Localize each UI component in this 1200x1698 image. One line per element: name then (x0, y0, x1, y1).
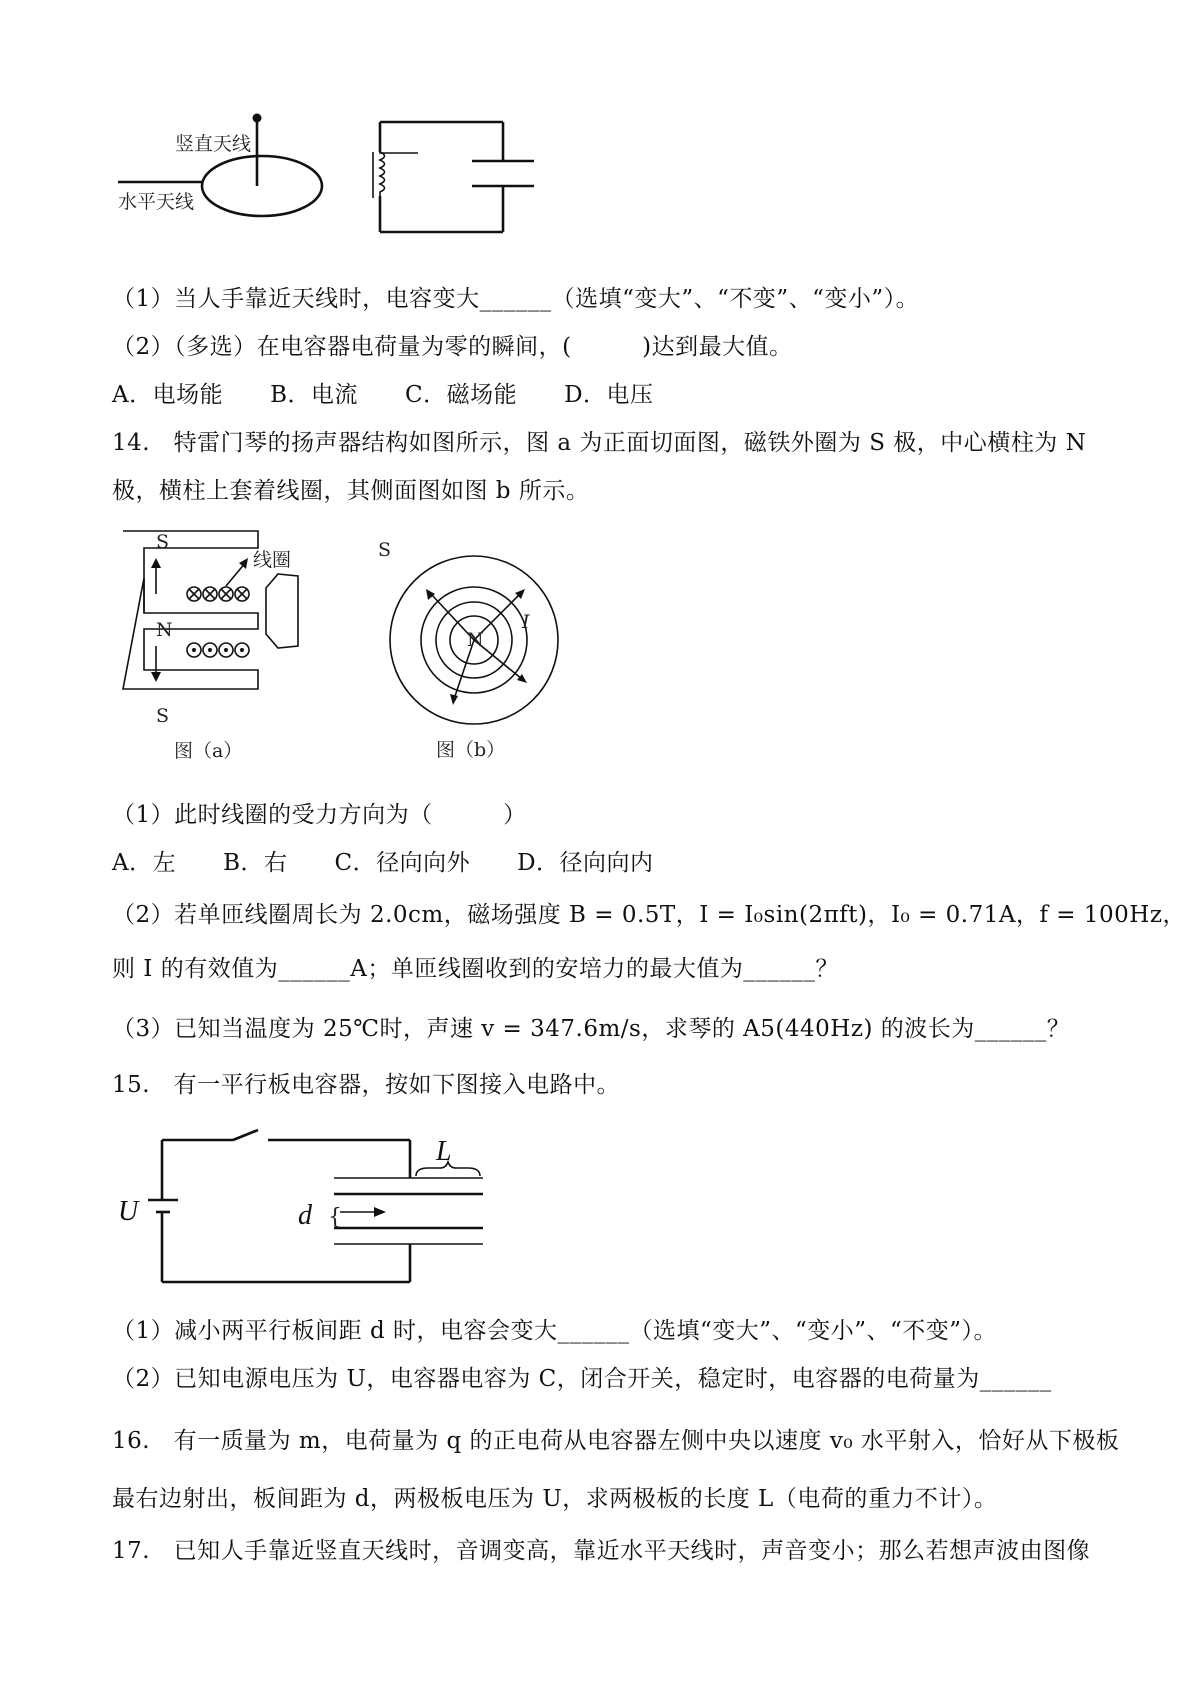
q14-part3: （3）已知当温度为 25℃时，声速 v = 347.6m/s，求琴的 A5(440Hz) 的波长为______？ (112, 1016, 1071, 1042)
q15-part1: （1）减小两平行板间距 d 时，电容会变大______（选填“变大”、“变小”、“不变”）。 (112, 1318, 998, 1344)
speaker-section-diagram (118, 526, 318, 776)
coil-cross-dot (187, 643, 249, 657)
q14-part2b: 则 I 的有效值为______A；单匝线圈收到的安培力的最大值为______？ (112, 956, 839, 982)
q13-part1: （1）当人手靠近天线时，电容变大______（选填“变大”、“不变”、“变小”）。 (112, 286, 920, 312)
q16-line2: 最右边射出，板间距为 d，两极板电压为 U，求两极板的长度 L（电荷的重力不计）。 (112, 1486, 998, 1512)
speaker-figure-b (378, 539, 578, 776)
capacitor-circuit-diagram (118, 1132, 498, 1292)
q13-part2: （2）（多选）在电容器电荷量为零的瞬间，( )达到最大值。 (112, 334, 793, 360)
q14-part1: （1）此时线圈的受力方向为（ ） (112, 802, 527, 828)
q14-stem-line2: 极，横柱上套着线圈，其侧面图如图 b 所示。 (112, 478, 590, 504)
fig-b-s: S (378, 539, 392, 561)
coil-cross-x (187, 587, 249, 601)
brace-d: { (328, 1205, 342, 1230)
q16-line1: 16. 有一质量为 m，电荷量为 q 的正电荷从电容器左侧中央以速度 v₀ 水平射入，恰好从下极板 (112, 1428, 1120, 1454)
antenna-figure (110, 108, 570, 268)
fig-a-n: N (156, 619, 173, 641)
speaker-side-diagram (378, 539, 578, 776)
switch (233, 1130, 258, 1140)
fig-a-caption: 图（a） (174, 740, 243, 762)
vertical-antenna-label: 竖直天线 (175, 133, 252, 155)
label-d: d (298, 1200, 312, 1231)
q15-part2: （2）已知电源电压为 U，电容器电容为 C，闭合开关，稳定时，电容器的电荷量为______ (112, 1366, 1052, 1392)
antenna-diagram (110, 108, 570, 268)
q14-stem-line1: 14. 特雷门琴的扬声器结构如图所示，图 a 为正面切面图，磁铁外圈为 S 极，中心横柱为 N (112, 430, 1087, 456)
label-l: L (436, 1136, 452, 1167)
q14-part2: （2）若单匝线圈周长为 2.0cm，磁场强度 B = 0.5T，I = I₀sin(2πft)，I₀ = 0.71A，f = 100Hz， (112, 902, 1186, 928)
fig-a-s-top: S (156, 531, 170, 553)
horizontal-antenna-label: 水平天线 (118, 191, 195, 213)
inductor-coil (380, 152, 385, 196)
speaker-figure-a (118, 526, 318, 776)
label-u: U (118, 1196, 139, 1227)
fig-a-s-bottom: S (156, 705, 170, 727)
fig-b-n: N (467, 629, 484, 651)
horizontal-antenna-loop (202, 156, 322, 216)
fig-b-i: I (522, 611, 530, 633)
lc-circuit (373, 122, 534, 232)
q17-line1: 17. 已知人手靠近竖直天线时，音调变高，靠近水平天线时，声音变小；那么若想声波由图像 (112, 1538, 1091, 1564)
fig-b-caption: 图（b） (436, 739, 506, 761)
q15-stem: 15. 有一平行板电容器，按如下图接入电路中。 (112, 1072, 621, 1098)
q13-options: A．电场能 B．电流 C．磁场能 D．电压 (112, 382, 654, 408)
capacitor-circuit-figure (118, 1132, 498, 1292)
fig-a-coil-label: 线圈 (253, 549, 292, 571)
q14-options: A．左 B．右 C．径向向外 D．径向向内 (112, 850, 654, 876)
